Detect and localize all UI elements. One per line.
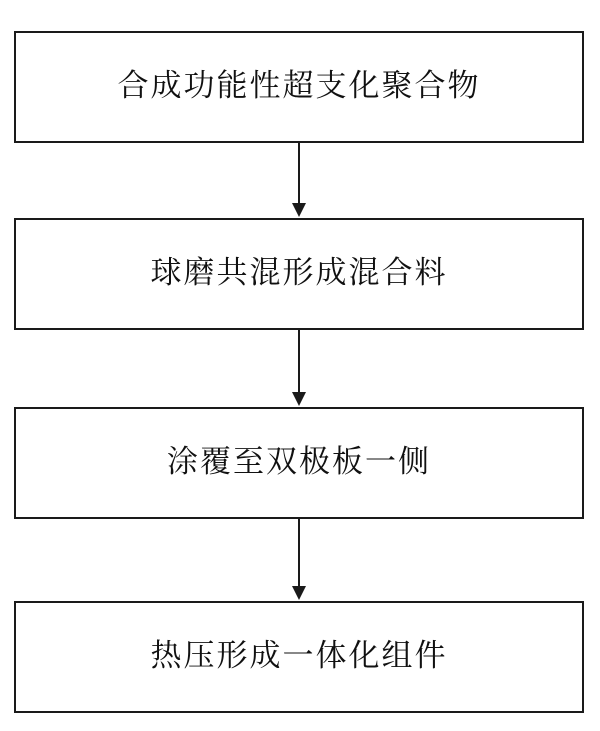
flowchart-node-step-1 bbox=[14, 31, 584, 143]
flowchart-node-label: 涂覆至双极板一侧 bbox=[167, 444, 431, 481]
arrow-down-icon bbox=[292, 586, 306, 600]
flowchart-node-label: 合成功能性超支化聚合物 bbox=[117, 68, 481, 105]
flowchart-connector-2 bbox=[298, 330, 300, 392]
flowchart-node-label: 热压形成一体化组件 bbox=[150, 638, 448, 675]
flowchart-connector-3 bbox=[298, 519, 300, 586]
flowchart-connector-1 bbox=[298, 143, 300, 203]
flowchart-node-step-2 bbox=[14, 218, 584, 330]
flowchart-node-label: 球磨共混形成混合料 bbox=[150, 255, 448, 292]
flowchart-node-step-3 bbox=[14, 407, 584, 519]
flowchart-node-step-4 bbox=[14, 601, 584, 713]
arrow-down-icon bbox=[292, 203, 306, 217]
arrow-down-icon bbox=[292, 392, 306, 406]
